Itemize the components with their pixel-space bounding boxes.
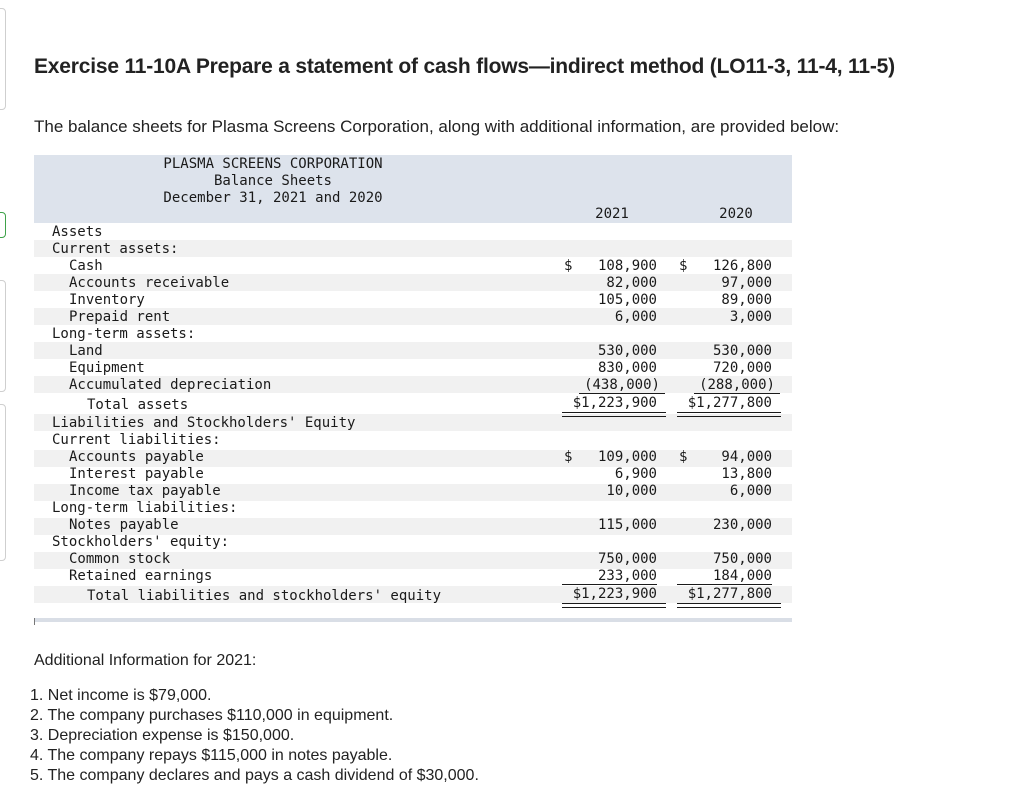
- value-2021-notes-payable: 115,000: [597, 517, 657, 533]
- double-underline: [677, 412, 781, 417]
- list-item: 1. Net income is $79,000.: [30, 687, 212, 704]
- row-label-long-term-liabilities: Long-term liabilities:: [52, 500, 238, 516]
- statement-period: December 31, 2021 and 2020: [163, 190, 383, 206]
- row-label-cash: Cash: [69, 258, 103, 274]
- row-label-retained-earnings: Retained earnings: [69, 568, 213, 584]
- value-2020-cash: 126,800: [712, 258, 772, 274]
- value-2021-prepaid-rent: 6,000: [614, 309, 657, 325]
- row-label-current-assets: Current assets:: [52, 241, 179, 257]
- row-label-total-liabilities-equity: Total liabilities and stockholders' equity: [87, 588, 442, 604]
- value-2020-accounts-receivable: 97,000: [721, 275, 772, 291]
- value-2021-cash: 108,900: [597, 258, 657, 274]
- value-2021-equipment: 830,000: [597, 360, 657, 376]
- value-2020-total-assets: $1,277,800: [687, 395, 772, 411]
- row-label-stockholders-equity: Stockholders' equity:: [52, 534, 230, 550]
- row-label-notes-payable: Notes payable: [69, 517, 179, 533]
- value-2021-accumulated-depreciation: (438,000): [579, 377, 665, 394]
- intro-text: The balance sheets for Plasma Screens Corporation, along with additional information, are provided below:: [34, 117, 840, 136]
- row-label-equipment: Equipment: [69, 360, 145, 376]
- table-corner-tick: [34, 618, 35, 625]
- value-2021-land: 530,000: [597, 343, 657, 359]
- additional-info-title: Additional Information for 2021:: [34, 652, 257, 669]
- list-item: 3. Depreciation expense is $150,000.: [30, 727, 295, 744]
- row-label-liabilities-equity: Liabilities and Stockholders' Equity: [52, 415, 356, 431]
- company-name: PLASMA SCREENS CORPORATION: [163, 156, 383, 172]
- additional-info-list: [30, 686, 479, 786]
- balance-sheet: [34, 155, 792, 622]
- edge-fragment: [0, 280, 6, 392]
- value-2021-accounts-payable: 109,000: [597, 449, 657, 465]
- list-item: 4. The company repays $115,000 in notes payable.: [30, 747, 393, 764]
- value-2020-interest-payable: 13,800: [721, 466, 772, 482]
- row-label-prepaid-rent: Prepaid rent: [69, 309, 171, 325]
- dollar-sign: $: [564, 449, 573, 465]
- exercise-title: Exercise 11-10A Prepare a statement of cash flows—indirect method (LO11-3, 11-4, 11-5): [34, 55, 895, 78]
- value-2021-common-stock: 750,000: [597, 551, 657, 567]
- edge-fragment: [0, 404, 6, 561]
- value-2020-notes-payable: 230,000: [712, 517, 772, 533]
- row-label-accumulated-depreciation: Accumulated depreciation: [69, 377, 272, 393]
- value-2020-income-tax-payable: 6,000: [729, 483, 772, 499]
- row-label-current-liabilities: Current liabilities:: [52, 432, 221, 448]
- value-2020-total-liabilities-equity: $1,277,800: [687, 586, 772, 602]
- row-label-assets: Assets: [52, 224, 103, 240]
- dollar-sign: $: [679, 258, 688, 274]
- dollar-sign: $: [679, 449, 688, 465]
- double-underline: [677, 603, 781, 608]
- value-2020-inventory: 89,000: [721, 292, 772, 308]
- value-2020-accumulated-depreciation: (288,000): [694, 377, 780, 394]
- value-2021-interest-payable: 6,900: [614, 466, 657, 482]
- value-2020-land: 530,000: [712, 343, 772, 359]
- value-2021-total-liabilities-equity: $1,223,900: [572, 586, 657, 602]
- double-underline: [562, 603, 666, 608]
- column-header-2021: 2021: [595, 206, 629, 222]
- row-label-total-assets: Total assets: [87, 397, 189, 413]
- row-label-land: Land: [69, 343, 103, 359]
- column-header-2020: 2020: [719, 206, 753, 222]
- list-item: 2. The company purchases $110,000 in equipment.: [30, 707, 394, 724]
- value-2020-prepaid-rent: 3,000: [729, 309, 772, 325]
- row-label-income-tax-payable: Income tax payable: [69, 483, 221, 499]
- value-2021-retained-earnings: 233,000: [562, 568, 657, 585]
- row-label-common-stock: Common stock: [69, 551, 171, 567]
- row-label-accounts-receivable: Accounts receivable: [69, 275, 230, 291]
- value-2021-total-assets: $1,223,900: [572, 395, 657, 411]
- edge-fragment: [0, 8, 6, 110]
- edge-fragment: [0, 212, 6, 238]
- row-label-inventory: Inventory: [69, 292, 145, 308]
- value-2021-income-tax-payable: 10,000: [606, 483, 657, 499]
- dollar-sign: $: [564, 258, 573, 274]
- value-2020-common-stock: 750,000: [712, 551, 772, 567]
- value-2021-accounts-receivable: 82,000: [606, 275, 657, 291]
- row-label-long-term-assets: Long-term assets:: [52, 326, 196, 342]
- value-2020-retained-earnings: 184,000: [677, 568, 772, 585]
- value-2021-inventory: 105,000: [597, 292, 657, 308]
- value-2020-equipment: 720,000: [712, 360, 772, 376]
- double-underline: [562, 412, 666, 417]
- list-item: 5. The company declares and pays a cash dividend of $30,000.: [30, 767, 479, 784]
- row-label-interest-payable: Interest payable: [69, 466, 204, 482]
- statement-name: Balance Sheets: [213, 173, 332, 189]
- table-bottom-rule: [34, 618, 792, 622]
- value-2020-accounts-payable: 94,000: [721, 449, 772, 465]
- row-label-accounts-payable: Accounts payable: [69, 449, 204, 465]
